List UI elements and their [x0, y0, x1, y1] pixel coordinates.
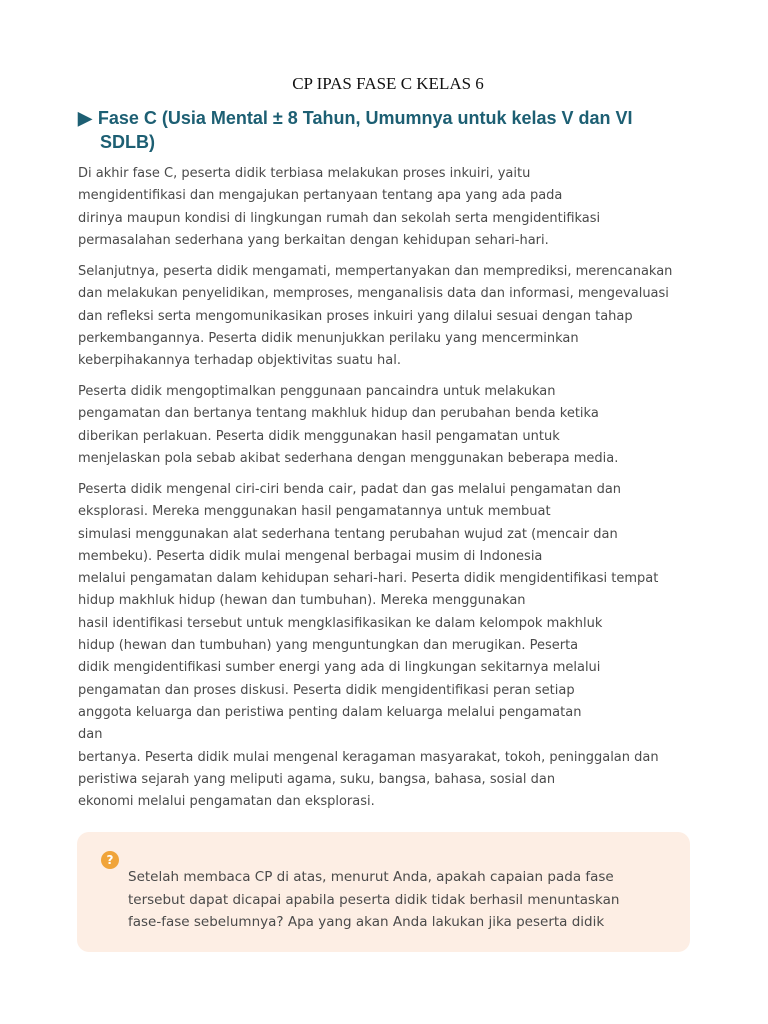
paragraph-1: Di akhir fase C, peserta didik terbiasa melakukan proses inkuiri, yaitu mengidentifikasi dan mengajukan pertanyaan tentang apa yang ada pada dirinya maupun kondisi di lingkungan rumah dan sekolah serta mengidentifikasi permasalahan sederhana yang berkaitan dengan kehidupan sehari-hari. — [78, 166, 601, 248]
question-circle-icon: ? — [101, 851, 119, 869]
section-heading — [78, 107, 678, 154]
section-heading-line-1: Fase C (Usia Mental ± 8 Tahun, Umumnya untuk kelas V dan VI — [97, 108, 633, 128]
paragraph-2: Selanjutnya, peserta didik mengamati, mempertanyakan dan memprediksi, merencanakan dan melakukan penyelidikan, memproses, menganalisis data dan informasi, mengevaluasi dan refleksi serta mengomunikasikan proses inkuiri yang dilalui sesuai dengan tahap perkembangannya. Peserta didik menunjukkan perilaku yang mencerminkan keberpihakannya terhadap objektivitas suatu hal. — [78, 264, 673, 369]
callout-question-text: Setelah membaca CP di atas, menurut Anda, apakah capaian pada fase tersebut dapat dicapai apabila peserta didik tidak berhasil menuntaskan fase-fase sebelumnya? Apa yang akan Anda lakukan jika peserta didik — [128, 869, 620, 930]
paragraph-3: Peserta didik mengoptimalkan penggunaan pancaindra untuk melakukan pengamatan dan bertanya tentang makhluk hidup dan perubahan benda ketika diberikan perlakuan. Peserta didik menggunakan hasil pengamatan untuk menjelaskan pola sebab akibat sederhana dengan menggunakan beberapa media. — [78, 384, 619, 466]
section-heading-line-2: SDLB) — [100, 131, 155, 152]
document-title: CP IPAS FASE C KELAS 6 — [292, 74, 484, 93]
paragraph-4: Peserta didik mengenal ciri-ciri benda cair, padat dan gas melalui pengamatan dan eksplorasi. Mereka menggunakan hasil pengamatannya untuk membuat simulasi menggunakan alat sederhana tentang perubahan wujud zat (mencair dan membeku). Peserta didik mulai mengenal berbagai musim di Indonesia melalui pengamatan dalam kehidupan sehari-hari. Peserta didik mengidentifikasi tempat hidup makhluk hidup (hewan dan tumbuhan). Mereka menggunakan hasil identifikasi tersebut untuk mengklasifikasikan ke dalam kelompok makhluk hidup (hewan dan tumbuhan) yang menguntungkan dan merugikan. Peserta didik mengidentifikasi sumber energi yang ada di lingkungan sekitarnya melalui pengamatan dan proses diskusi. Peserta didik mengidentifikasi peran setiap anggota keluarga dan peristiwa penting dalam keluarga melalui pengamatan dan bertanya. Peserta didik mulai mengenal keragaman masyarakat, tokoh, peninggalan dan peristiwa sejarah yang meliputi agama, suku, bangsa, bahasa, sosial dan ekonomi melalui pengamatan dan eksplorasi. — [78, 482, 659, 810]
triangle-bullet-icon: ▶ — [78, 108, 92, 128]
reflection-callout — [77, 832, 690, 952]
